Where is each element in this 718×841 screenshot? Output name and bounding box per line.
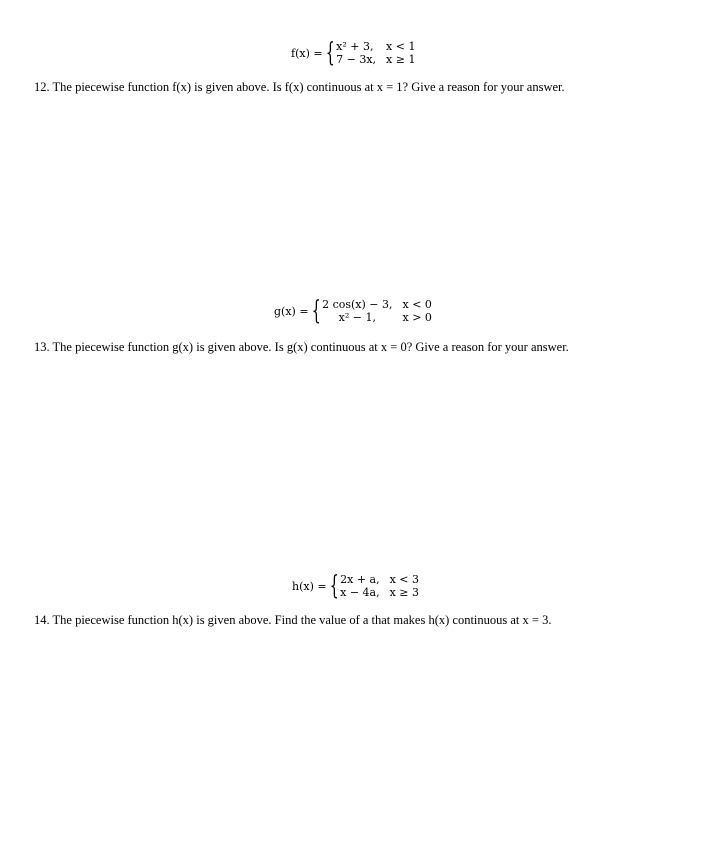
equation-f <box>291 40 415 66</box>
equation-g-cases <box>322 299 432 323</box>
equation-g-lhs: g(x) = <box>274 304 309 318</box>
equation-h-case-1-cond: x < 3 <box>389 573 420 586</box>
equation-h <box>292 573 419 599</box>
equation-h-case-1-expr: 2x + a, <box>340 573 380 586</box>
question-14: 14. The piecewise function h(x) is given above. Find the value of a that makes h(x) continuous at x = 3. <box>34 613 552 627</box>
equation-f-case-2-cond: x ≥ 1 <box>386 53 416 66</box>
equation-g-case-1-cond: x < 0 <box>402 298 432 311</box>
equation-h-cases <box>340 574 419 598</box>
equation-f-brace: { <box>325 38 335 68</box>
equation-h-lhs: h(x) = <box>292 579 327 593</box>
question-13: 13. The piecewise function g(x) is given above. Is g(x) continuous at x = 0? Give a reason for your answer. <box>34 340 569 354</box>
question-12: 12. The piecewise function f(x) is given above. Is f(x) continuous at x = 1? Give a reason for your answer. <box>34 80 565 94</box>
equation-g-brace: { <box>311 296 321 326</box>
equation-g-case-2-expr: x² − 1, <box>338 311 376 324</box>
equation-h-brace: { <box>329 571 339 601</box>
equation-f-case-2-expr: 7 − 3x, <box>336 53 377 66</box>
equation-h-case-2-expr: x − 4a, <box>340 586 380 599</box>
equation-f-lhs: f(x) = <box>291 46 323 60</box>
equation-f-cases <box>336 41 415 65</box>
equation-f-case-1-cond: x < 1 <box>386 40 416 53</box>
equation-f-case-1-expr: x² + 3, <box>336 40 374 53</box>
equation-g-case-2-cond: x > 0 <box>402 311 432 324</box>
equation-g-case-1-expr: 2 cos(x) − 3, <box>322 298 393 311</box>
equation-h-case-2-cond: x ≥ 3 <box>389 586 420 599</box>
equation-g <box>274 298 432 324</box>
